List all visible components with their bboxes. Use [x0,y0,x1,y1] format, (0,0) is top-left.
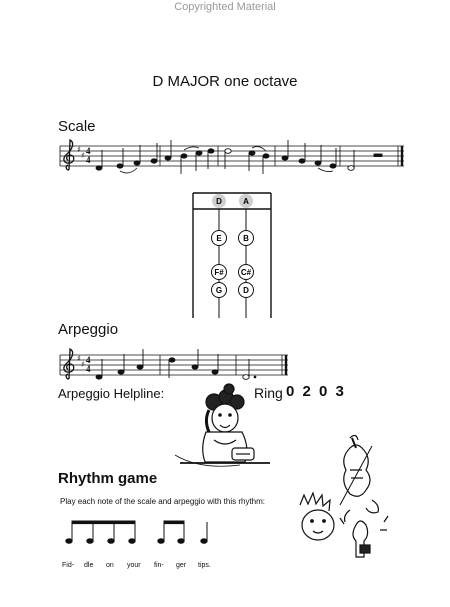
note-g: G [215,286,223,295]
page-title: D MAJOR one octave [152,73,298,90]
lyric-ger: ger [176,562,187,569]
svg-text:♯: ♯ [81,360,85,369]
note-e: E [216,234,222,243]
lyric-tips: tips. [198,562,211,569]
arpeggio-helpline-label: Arpeggio Helpline: [58,386,165,401]
rhythm-instruction: Play each note of the scale and arpeggio with this rhythm: [60,497,266,506]
svg-text:♯: ♯ [77,354,81,363]
note-f-sharp: F# [214,268,224,277]
svg-text:4: 4 [86,355,91,365]
note-c-sharp: C# [240,268,252,277]
scale-heading: Scale [58,118,96,135]
open-string-a: A [243,197,249,206]
note-d-high: D [243,286,249,295]
svg-text:♯: ♯ [81,151,85,160]
svg-text:4: 4 [86,146,91,156]
note-b: B [243,234,249,243]
svg-text:4: 4 [86,155,91,165]
arpeggio-heading: Arpeggio [58,321,119,338]
ring-label: Ring [254,385,283,401]
lyric-on: on [106,562,114,569]
lyric-your: your [127,562,141,569]
lyric-dle: dle [84,562,94,569]
lyric-fin: fin- [154,562,164,569]
open-string-d: D [216,197,222,206]
svg-text:♯: ♯ [77,145,81,154]
lyric-fid: Fid- [62,562,75,569]
svg-text:4: 4 [86,364,91,374]
watermark: Copyrighted Material [174,1,276,13]
rhythm-game-heading: Rhythm game [58,470,158,487]
ring-numbers: 0 2 0 3 [286,383,346,400]
